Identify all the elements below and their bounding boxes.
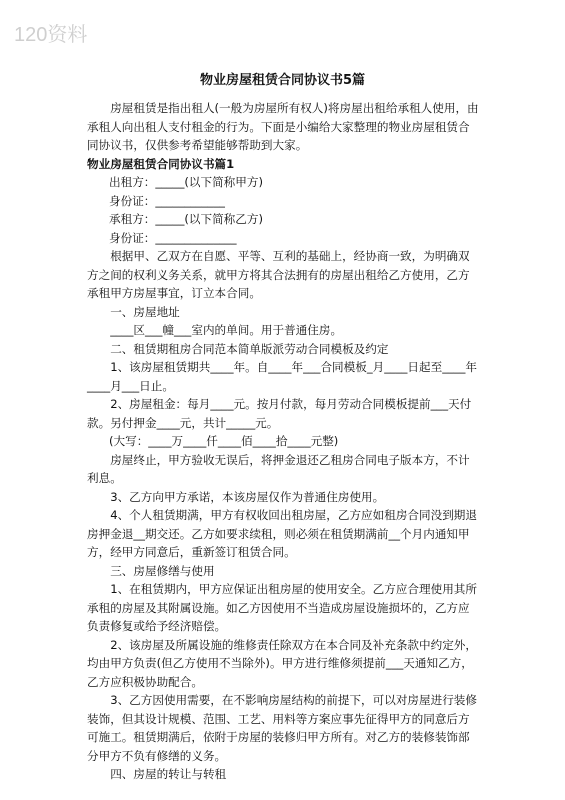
clause-heading-transfer: 四、房屋的转让与转租	[110, 767, 227, 781]
clause-address-text: ____区___幢___室内的单间。用于普通住房。	[110, 323, 343, 337]
lessor-line: 出租方：_____(以下简称甲方)	[109, 175, 263, 189]
lessee-line: 承租方：_____(以下简称乙方)	[109, 212, 263, 226]
preamble-paragraph: 根据甲、乙双方在自愿、平等、互利的基础上，经协商一致，为明确双方之间的权利义务关系，就甲方将其合法拥有的房屋出租给乙方使用，乙方承租甲方房屋事宜，订立本合同。	[87, 249, 470, 300]
section-heading: 物业房屋租赁合同协议书篇1	[87, 156, 235, 171]
document-title: 物业房屋租赁合同协议书5篇	[199, 73, 366, 88]
clause-heading-repair: 三、房屋修缮与使用	[110, 563, 215, 578]
watermark: 120资料	[14, 24, 88, 46]
clause-term-1: 1、该房屋租赁期共____年。自____年___合同模板_月____日起至____年____月___日止。	[87, 360, 477, 393]
clause-heading-term: 二、租赁期租房合同范本简单版派劳动合同模板及约定	[110, 341, 389, 356]
lessee-id-line: 身份证：______________	[109, 230, 237, 245]
document-body	[87, 99, 480, 784]
lessor-id-line: 身份证：____________	[109, 193, 225, 208]
clause-term-4: 4、个人租赁期满，甲方有权收回出租房屋，乙方应如租房合同没到期退房押金退__期交还。乙方如要求续租，则必须在租赁期满前__个月内通知甲方，经甲方同意后，重新签订租赁合同。	[87, 508, 477, 559]
clause-repair-2: 2、该房屋及所属设施的维修责任除双方在本合同及补充条款中约定外，均由甲方负责(但乙方使用不当除外)。甲方进行维修须提前___天通知乙方，乙方应积极协助配合。	[87, 637, 477, 689]
clause-repair-1: 1、在租赁期内，甲方应保证出租房屋的使用安全。乙方应合理使用其所承租的房屋及其附属设施。如乙方因使用不当造成房屋设施损坏的，乙方应负责修复或给予经济赔偿。	[87, 582, 477, 633]
clause-term-2-deposit: 房屋终止，甲方验收无误后，将押金退还乙租房合同电子版本方，不计利息。	[87, 452, 470, 485]
clause-heading-address: 一、房屋地址	[110, 304, 180, 319]
clause-term-2-uppercase: (大写：____万____仟____佰____拾____元整)	[109, 434, 339, 448]
clause-repair-3: 3、乙方因使用需要，在不影响房屋结构的前提下，可以对房屋进行装修装饰，但其设计规模、范围、工艺、用料等方案应事先征得甲方的同意后方可施工。租赁期满后，依附于房屋的装修归甲方所有。对乙方的装修装饰部分甲方不负有修缮的义务。	[87, 693, 477, 763]
clause-term-3: 3、乙方向甲方承诺，本该房屋仅作为普通住房使用。	[110, 489, 385, 504]
clause-term-2: 2、房屋租金：每月____元。按月付款，每月劳动合同模板提前___天付款。另付押金____元，共计_____元。	[87, 397, 472, 430]
intro-paragraph: 房屋租赁是指出租人(一般为房屋所有权人)将房屋出租给承租人使用，由承租人向出租人支付租金的行为。下面是小编给大家整理的物业房屋租赁合同协议书，仅供参考希望能够帮助到大家。	[87, 101, 479, 152]
